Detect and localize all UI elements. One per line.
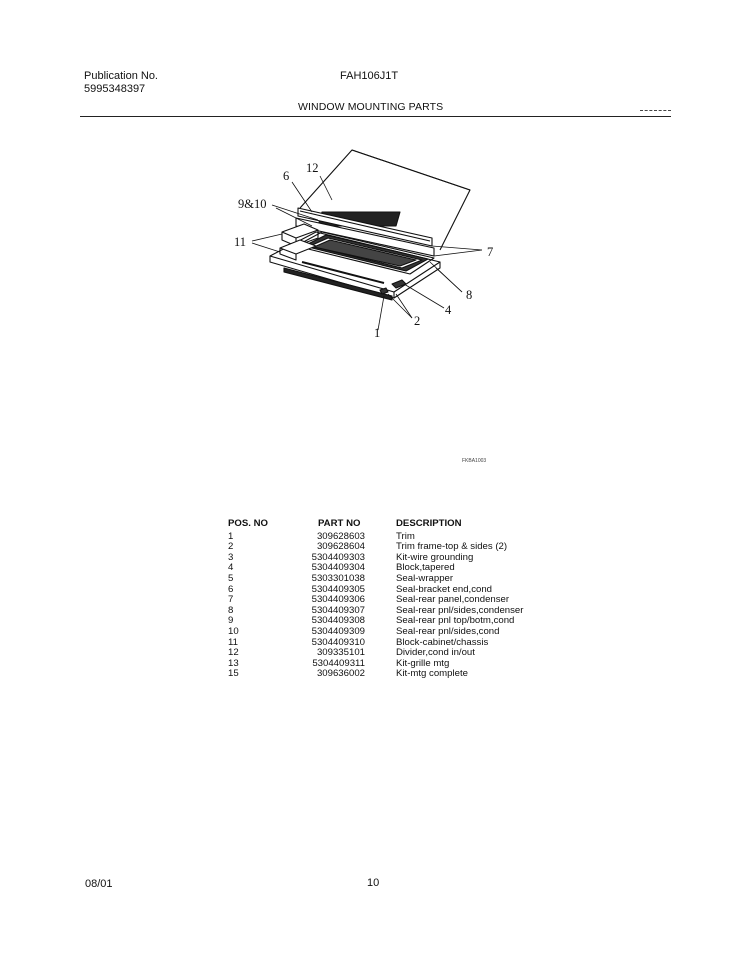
figure-code: FKBA1003	[462, 458, 487, 464]
parts-table-body	[228, 532, 546, 680]
callout-2: 2	[414, 314, 421, 328]
pos-cell: 1	[228, 530, 234, 542]
table-row	[228, 627, 546, 638]
part-number-cell: 5304409305	[311, 583, 365, 595]
part-number-cell: 5304409307	[311, 604, 365, 616]
publication-label: Publication No.	[84, 70, 158, 82]
col-header-pos: POS. NO	[228, 518, 268, 529]
pos-cell: 7	[228, 594, 234, 606]
page-title: WINDOW MOUNTING PARTS	[298, 101, 444, 113]
description-cell: Block,tapered	[396, 562, 455, 574]
pos-cell: 6	[228, 583, 234, 595]
description-cell: Seal-rear pnl/sides,condenser	[396, 604, 524, 616]
pos-cell: 9	[228, 615, 234, 627]
part-number-cell: 309628604	[316, 541, 365, 553]
callout-9-10: 9&10	[238, 197, 267, 211]
description-cell: Seal-rear panel,condenser	[396, 594, 510, 606]
part-number-cell: 309636002	[316, 668, 365, 680]
pos-cell: 12	[228, 647, 239, 659]
description-cell: Kit-grille mtg	[396, 657, 450, 669]
part-number-cell: 5304409304	[311, 562, 365, 574]
part-number-cell: 5304409311	[312, 657, 365, 669]
description-cell: Seal-rear pnl/sides,cond	[396, 625, 500, 637]
part-number-cell: 309335101	[316, 647, 365, 659]
col-header-desc: DESCRIPTION	[396, 518, 462, 529]
description-cell: Seal-rear pnl top/botm,cond	[396, 615, 515, 627]
description-cell: Kit-mtg complete	[396, 668, 468, 680]
pos-cell: 10	[228, 625, 239, 637]
part-number-cell: 5304409310	[311, 636, 365, 648]
page-number: 10	[367, 877, 380, 889]
description-cell: Trim frame-top & sides (2)	[396, 541, 508, 553]
callout-11: 11	[234, 235, 247, 249]
part-number-cell: 5304409306	[311, 594, 365, 606]
callout-4: 4	[445, 303, 452, 317]
part-number-cell: 5303301038	[311, 572, 365, 584]
col-header-part: PART NO	[318, 518, 361, 529]
callout-7: 7	[487, 245, 494, 259]
table-row	[228, 542, 546, 553]
parts-table	[228, 519, 546, 680]
pos-cell: 5	[228, 572, 234, 584]
pos-cell: 11	[228, 636, 238, 648]
part-number-cell: 5304409308	[311, 615, 365, 627]
part-number-cell: 5304409303	[311, 551, 365, 563]
table-row	[228, 638, 546, 649]
pos-cell: 2	[228, 541, 234, 553]
table-row	[228, 553, 546, 564]
description-cell: Divider,cond in/out	[396, 647, 475, 659]
pos-cell: 15	[228, 668, 239, 680]
table-row	[228, 563, 546, 574]
pos-cell: 4	[228, 562, 234, 574]
callout-1: 1	[374, 326, 381, 340]
description-cell: Seal-wrapper	[396, 572, 454, 584]
table-header-row	[228, 519, 546, 532]
model-number: FAH106J1T	[340, 70, 399, 82]
pos-cell: 13	[228, 657, 239, 669]
description-cell: Seal-bracket end,cond	[396, 583, 492, 595]
table-row	[228, 659, 546, 670]
footer-date: 08/01	[85, 878, 113, 890]
part-number-cell: 309628603	[316, 530, 365, 542]
part-number-cell: 5304409309	[311, 625, 365, 637]
callout-12: 12	[306, 161, 319, 175]
description-cell: Trim	[396, 530, 415, 542]
table-row	[228, 669, 546, 680]
callout-8: 8	[466, 288, 473, 302]
table-row	[228, 574, 546, 585]
publication-number: 5995348397	[84, 83, 146, 95]
table-row	[228, 648, 546, 659]
description-cell: Kit-wire grounding	[396, 551, 474, 563]
pos-cell: 3	[228, 551, 234, 563]
pos-cell: 8	[228, 604, 234, 616]
callout-6: 6	[283, 169, 290, 183]
description-cell: Block-cabinet/chassis	[396, 636, 489, 648]
